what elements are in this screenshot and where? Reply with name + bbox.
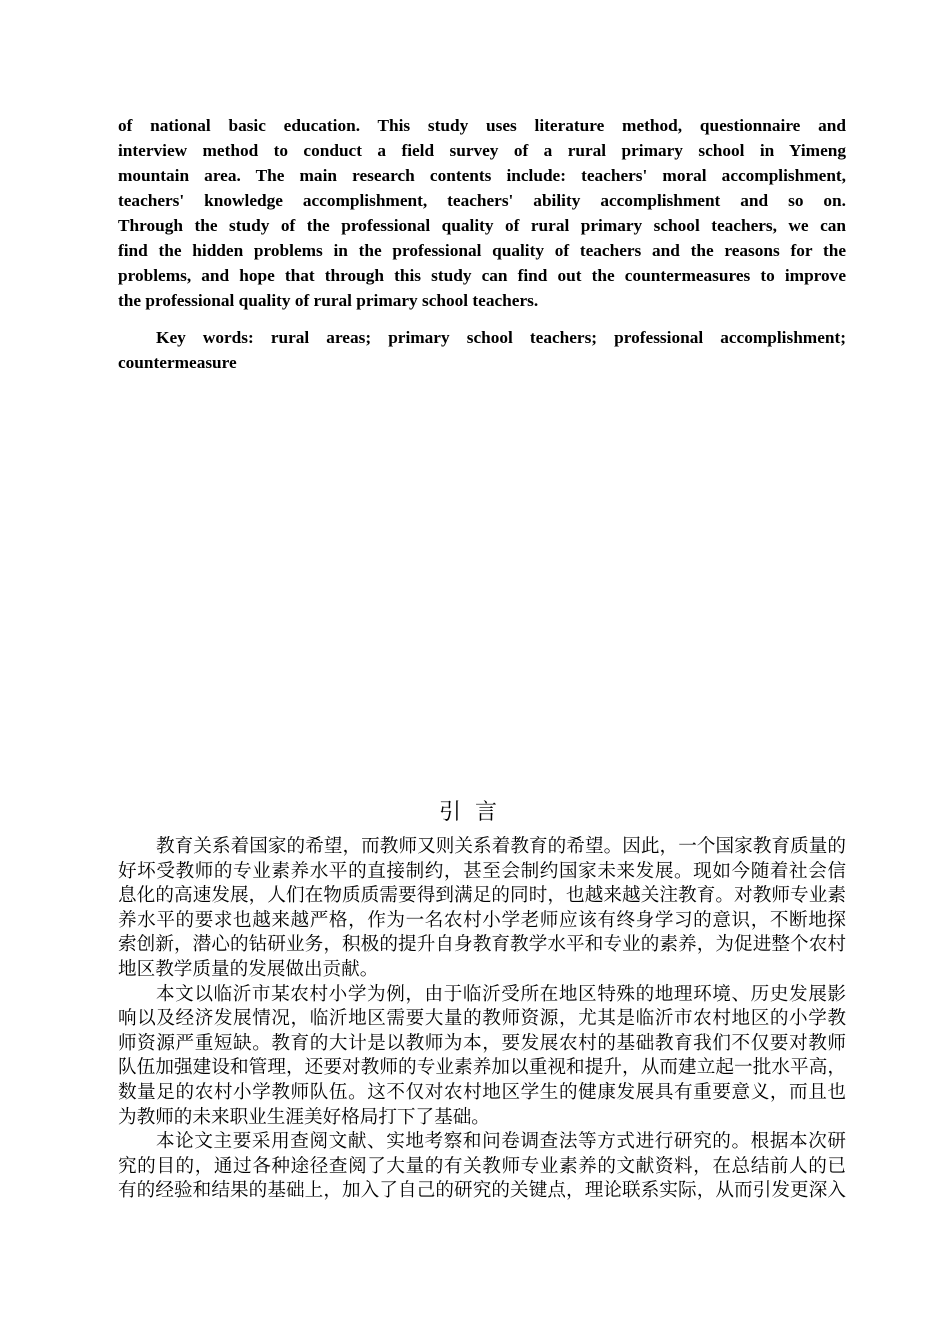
keywords bbox=[118, 325, 846, 375]
text-line: 数量足的农村小学教师队伍。这不仅对农村地区学生的健康发展具有重要意义，而且也 bbox=[118, 1081, 846, 1103]
text-line: 究的目的，通过各种途径查阅了大量的有关教师专业素养的文献资料，在总结前人的已 bbox=[118, 1155, 846, 1177]
text-line: 师资源严重短缺。教育的大计是以教师为本，要发展农村的基础教育我们不仅要对教师 bbox=[118, 1032, 846, 1054]
text-line: 本论文主要采用查阅文献、实地考察和问卷调查法等方式进行研究的。根据本次研 bbox=[156, 1131, 846, 1153]
text-line: mountain area. The main research contents include: teachers' moral accomplishment, bbox=[118, 166, 846, 185]
text-line: problems, and hope that through this study can find out the countermeasures to improve bbox=[118, 266, 846, 285]
text-line: 地区教学质量的发展做出贡献。 bbox=[118, 958, 379, 980]
text-line: 好坏受教师的专业素养水平的直接制约，甚至会制约国家未来发展。现如今随着社会信 bbox=[118, 860, 846, 882]
text-line: 教育关系着国家的希望，而教师又则关系着教育的希望。因此，一个国家教育质量的 bbox=[156, 836, 846, 857]
text-line: 息化的高速发展，人们在物质质需要得到满足的同时，也越来越关注教育。对教师专业素 bbox=[118, 885, 846, 907]
section-title: 引言 bbox=[438, 800, 511, 825]
text-line: of national basic education. This study uses literature method, questionnaire and bbox=[118, 116, 846, 135]
text-line: interview method to conduct a field survey of a rural primary school in Yimeng bbox=[118, 141, 846, 160]
text-line: Key words: rural areas; primary school teachers; professional accomplishment; bbox=[156, 328, 846, 347]
text-line: 响以及经济发展情况，临沂地区需要大量的教师资源，尤其是临沂市农村地区的小学教 bbox=[118, 1008, 846, 1030]
text-line: 为教师的未来职业生涯美好格局打下了基础。 bbox=[118, 1106, 490, 1128]
text-line: teachers' knowledge accomplishment, teachers' ability accomplishment and so on. bbox=[118, 191, 846, 210]
text-line: 有的经验和结果的基础上，加入了自己的研究的关键点，理论联系实际，从而引发更深入 bbox=[118, 1180, 846, 1202]
abstract-english bbox=[118, 113, 846, 313]
text-line: countermeasure bbox=[118, 353, 237, 372]
text-line: 本文以临沂市某农村小学为例，由于临沂受所在地区特殊的地理环境、历史发展影 bbox=[156, 983, 846, 1005]
text-line: Through the study of the professional quality of rural primary school teachers, we can bbox=[118, 216, 846, 235]
text-line: 队伍加强建设和管理，还要对教师的专业素养加以重视和提升，从而建立起一批水平高， bbox=[118, 1057, 846, 1079]
text-line: find the hidden problems in the professional quality of teachers and the reasons for the bbox=[118, 241, 846, 260]
text-line: 养水平的要求也越来越严格，作为一名农村小学老师应该有终身学习的意识，不断地探 bbox=[118, 909, 846, 931]
text-line: 索创新，潜心的钻研业务，积极的提升自身教育教学水平和专业的素养，为促进整个农村 bbox=[118, 934, 846, 956]
introduction-body bbox=[118, 835, 846, 1204]
text-line: the professional quality of rural primary school teachers. bbox=[118, 291, 539, 310]
